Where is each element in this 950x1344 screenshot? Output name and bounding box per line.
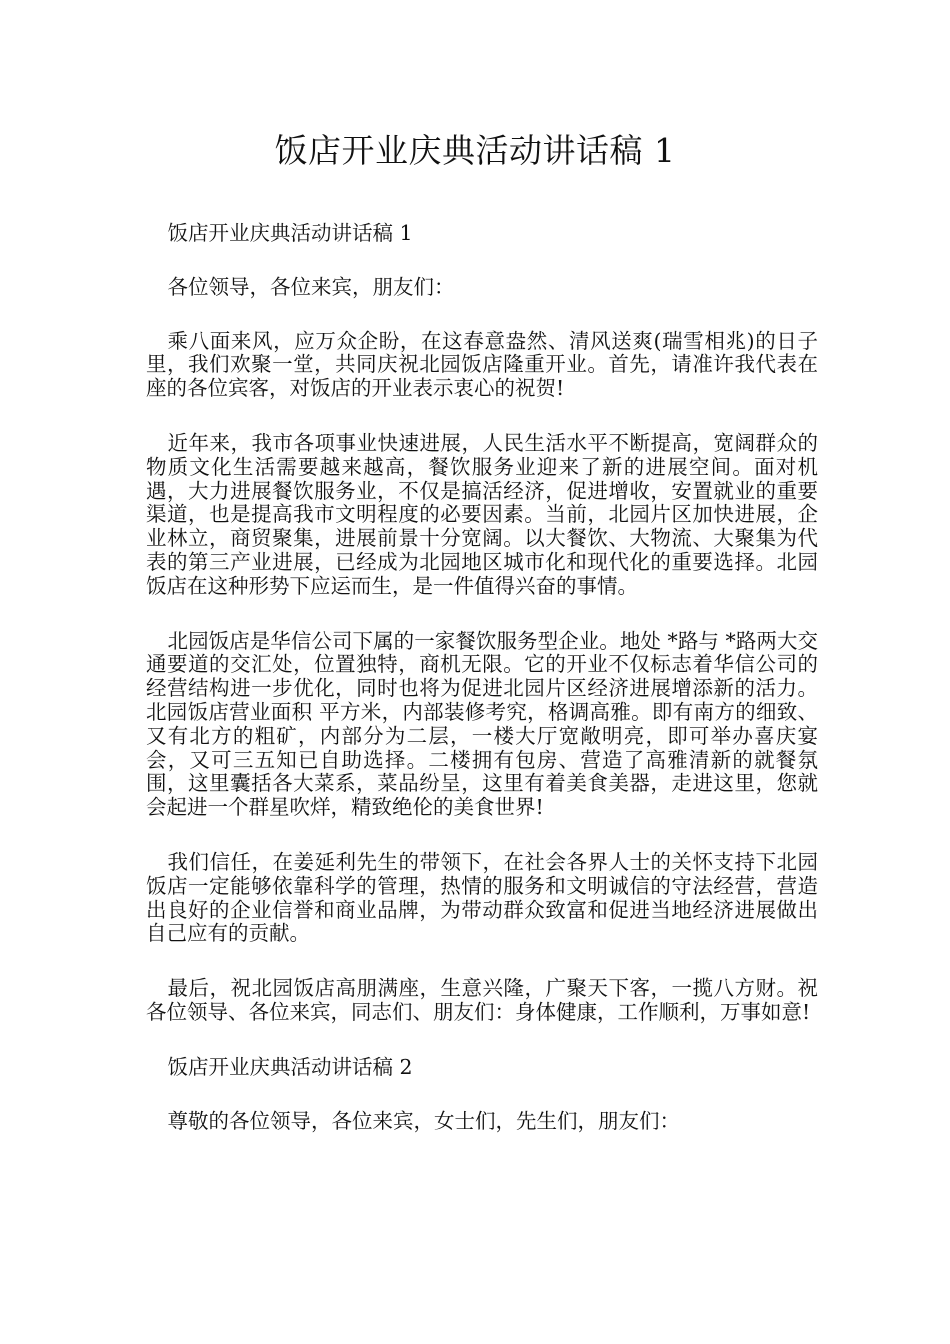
paragraph-closing-wishes: 最后，祝北园饭店高朋满座，生意兴隆，广聚天下客，一揽八方财。祝各位领导、各位来宾，同志们、朋友们：身体健康，工作顺利，万事如意! (146, 976, 818, 1024)
paragraph-restaurant-intro: 北园饭店是华信公司下属的一家餐饮服务型企业。地处 *路与 *路两大交通要道的交汇处，位置独特，商机无限。它的开业不仅标志着华信公司的经营结构进一步优化，同时也将为促进北园片区经济进展增添新的活力。北园饭店营业面积 平方米，内部装修考究，格调高雅。即有南方的细致、又有北方的粗矿，内部分为二层，一楼大厅宽敞明亮，即可举办喜庆宴会，又可三五知已自助选择。二楼拥有包房、营造了高雅清新的就餐氛围，这里囊括各大菜系，菜品纷呈，这里有着美食美器，走进这里，您就会起进一个群星吹烊，精致绝伦的美食世界! (146, 628, 818, 820)
salutation-1: 各位领导，各位来宾，朋友们： (167, 274, 455, 299)
paragraph-opening: 乘八面来风，应万众企盼，在这春意盎然、清风送爽(瑞雪相兆)的日子里，我们欢聚一堂，共同庆祝北园饭店隆重开业。首先，请准许我代表在座的各位宾客，对饭店的开业表示衷心的祝贺! (146, 328, 818, 401)
document-body (146, 222, 818, 1163)
section-heading-2: 饭店开业庆典活动讲话稿 2 (167, 1054, 413, 1079)
salutation-2: 尊敬的各位领导，各位来宾，女士们，先生们，朋友们： (167, 1108, 681, 1133)
paragraph-background: 近年来，我市各项事业快速进展，人民生活水平不断提高，宽阔群众的物质文化生活需要越来越高，餐饮服务业迎来了新的进展空间。面对机遇，大力进展餐饮服务业，不仅是搞活经济，促进增收，安置就业的重要渠道，也是提高我市文明程度的必要因素。当前，北园片区加快进展，企业林立，商贸聚集，进展前景十分宽阔。以大餐饮、大物流、大聚集为代表的第三产业进展，已经成为北园地区城市化和现代化的重要选择。北园饭店在这种形势下应运而生，是一件值得兴奋的事情。 (146, 430, 818, 598)
document-title: 饭店开业庆典活动讲话稿 1 (274, 131, 676, 170)
section-heading-1: 饭店开业庆典活动讲话稿 1 (167, 221, 413, 245)
paragraph-confidence: 我们信任，在姜延利先生的带领下，在社会各界人士的关怀支持下北园饭店一定能够依靠科学的管理，热情的服务和文明诚信的守法经营，营造出良好的企业信誉和商业品牌，为带动群众致富和促进当地经济进展做出自己应有的贡献。 (146, 849, 818, 946)
